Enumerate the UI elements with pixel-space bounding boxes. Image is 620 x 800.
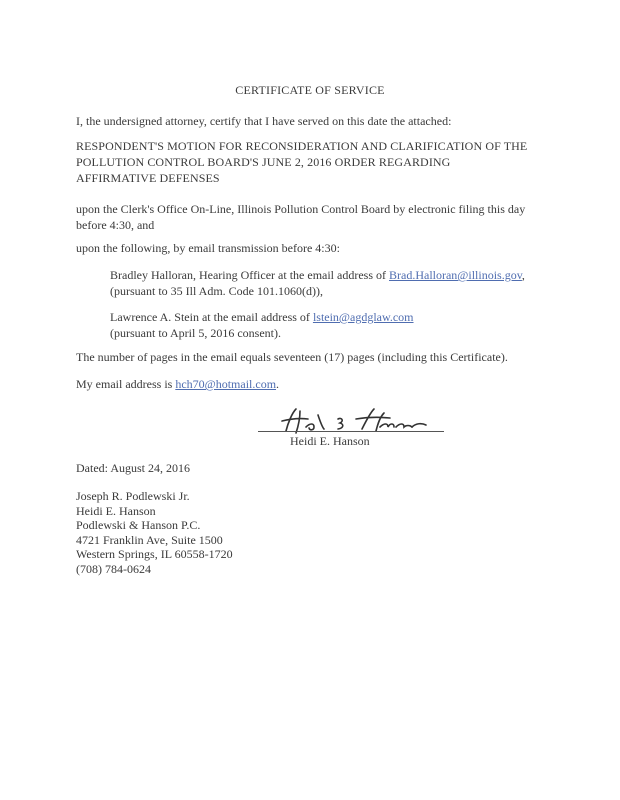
recipient-text: Lawrence A. Stein at the email address of — [110, 310, 313, 324]
address-block — [76, 489, 233, 576]
following-text: upon the following, by email transmission before 4:30: — [76, 241, 340, 255]
clerk-service-line: upon the Clerk's Office On-Line, Illinois Pollution Control Board by electronic filing this day — [76, 202, 526, 216]
recipient-stein — [110, 309, 550, 341]
signature-line — [258, 431, 444, 432]
document-title — [76, 138, 556, 186]
document-title-line: RESPONDENT'S MOTION FOR RECONSIDERATION AND CLARIFICATION OF THE — [76, 139, 528, 153]
address-line: Heidi E. Hanson — [76, 503, 156, 518]
intro-text: I, the undersigned attorney, certify that I have served on this date the attached: — [76, 114, 452, 128]
page-title: CERTIFICATE OF SERVICE — [235, 83, 385, 97]
recipient-citation: (pursuant to April 5, 2016 consent). — [110, 326, 281, 340]
recipient-text: Bradley Halloran, Hearing Officer at the email address of — [110, 268, 389, 282]
clerk-service-text — [76, 201, 556, 233]
address-line: Podlewski & Hanson P.C. — [76, 518, 201, 532]
recipient-text: , — [521, 268, 525, 282]
address-line: Joseph R. Podlewski Jr. — [76, 489, 190, 503]
clerk-service-line: before 4:30, and — [76, 218, 155, 232]
address-line: (708) 784-0624 — [76, 561, 151, 576]
signer-name: Heidi E. Hanson — [290, 434, 370, 448]
recipient-email-link[interactable]: lstein@agdglaw.com — [312, 310, 414, 324]
recipient-line — [110, 309, 550, 325]
my-email-prefix: My email address is — [76, 377, 176, 391]
my-email-link[interactable]: hch70@hotmail.com — [175, 377, 277, 391]
pages-note: The number of pages in the email equals seventeen (17) pages (including this Certificate). — [76, 350, 508, 364]
document-title-line: POLLUTION CONTROL BOARD'S JUNE 2, 2016 ORDER REGARDING — [76, 155, 451, 169]
recipient-email-link[interactable]: Brad.Halloran@illinois.gov — [389, 268, 522, 282]
my-email-line — [76, 376, 546, 392]
recipient-line — [110, 267, 550, 283]
my-email-suffix: . — [276, 377, 280, 391]
address-line: 4721 Franklin Ave, Suite 1500 — [76, 532, 223, 547]
address-line: Western Springs, IL 60558-1720 — [76, 547, 233, 561]
recipient-halloran — [110, 267, 550, 299]
document-title-line: AFFIRMATIVE DEFENSES — [76, 171, 220, 185]
recipient-citation: (pursuant to 35 Ill Adm. Code 101.1060(d)), — [110, 284, 323, 298]
dated-line: Dated: August 24, 2016 — [76, 461, 190, 475]
handwritten-signature — [276, 405, 436, 437]
